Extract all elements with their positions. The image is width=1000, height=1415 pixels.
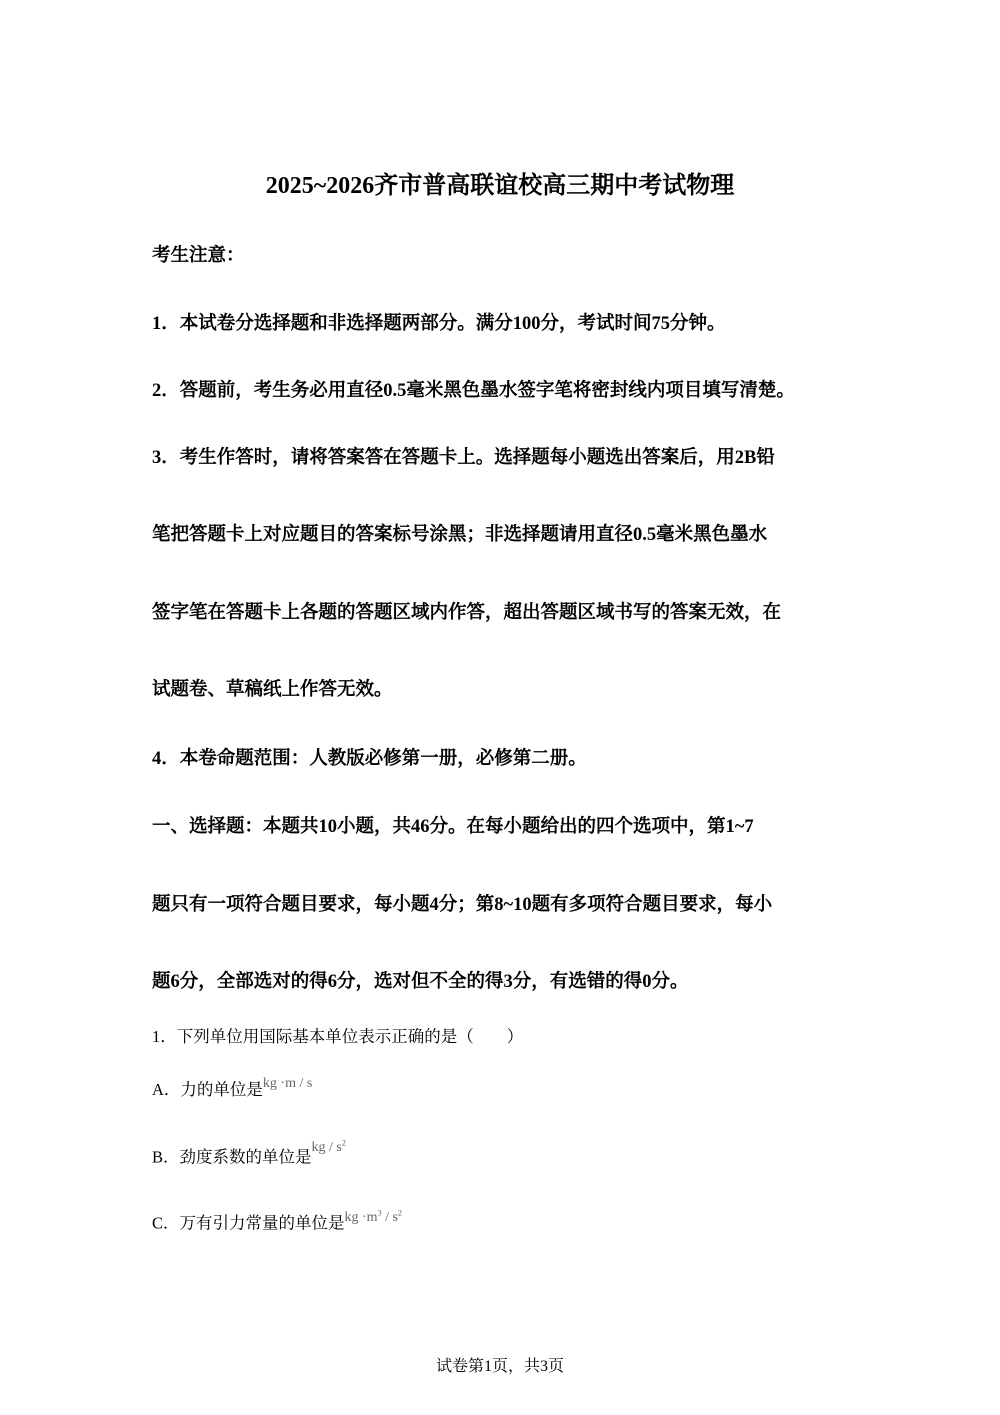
option-b-unit-exponent: 2: [341, 1138, 346, 1147]
option-b-unit-base: kg / s: [311, 1139, 342, 1155]
option-c-unit-exponent-1: 3: [377, 1208, 382, 1217]
notice-item-3-line-2: 笔把答题卡上对应题目的答案标号涂黑；非选择题请用直径0.5毫米黑色墨水: [152, 525, 768, 545]
notice-item-3-line-3: 签字笔在答题卡上各题的答题区域内作答，超出答题区域书写的答案无效，在: [152, 603, 782, 623]
option-a-text: A．力的单位是: [152, 1080, 263, 1099]
notice-item-1: 1．本试卷分选择题和非选择题两部分。满分100分，考试时间75分钟。: [152, 314, 726, 334]
notice-item-3-line-1: 3．考生作答时，请将答案答在答题卡上。选择题每小题选出答案后，用2B铅: [152, 448, 775, 468]
question-1-option-c: [152, 1208, 402, 1239]
notice-item-4: 4．本卷命题范围：人教版必修第一册，必修第二册。: [152, 749, 587, 769]
option-c-unit-kg-m: kg ·m: [344, 1209, 378, 1225]
question-1-stem: 1．下列单位用国际基本单位表示正确的是（ ）: [152, 1027, 524, 1046]
notice-item-2: 2．答题前，考生务必用直径0.5毫米黑色墨水签字笔将密封线内项目填写清楚。: [152, 381, 795, 401]
notice-item-3-line-4: 试题卷、草稿纸上作答无效。: [152, 680, 393, 700]
page-footer: 试卷第1页，共3页: [435, 1358, 564, 1375]
section-heading-line-3: 题6分，全部选对的得6分，选对但不全的得3分，有选错的得0分。: [152, 972, 689, 992]
option-c-text: C．万有引力常量的单位是: [152, 1213, 345, 1233]
question-1-option-a: [152, 1077, 312, 1105]
question-1-option-b: [152, 1138, 346, 1173]
option-b-text: B．劲度系数的单位是: [152, 1147, 312, 1167]
page-title: 2025~2026齐市普高联谊校高三期中考试物理: [265, 173, 735, 199]
option-c-unit-exponent-2: 2: [397, 1208, 402, 1217]
option-a-unit: kg ·m / s: [262, 1076, 313, 1091]
option-b-unit: [312, 1140, 346, 1155]
option-c-unit-s: / s: [381, 1209, 398, 1225]
section-heading-line-1: 一、选择题：本题共10小题，共46分。在每小题给出的四个选项中，第1~7: [152, 817, 754, 837]
notice-heading: 考生注意：: [152, 246, 245, 266]
option-c-unit: [345, 1210, 402, 1225]
section-heading-line-2: 题只有一项符合题目要求，每小题4分；第8~10题有多项符合题目要求，每小: [152, 895, 773, 915]
